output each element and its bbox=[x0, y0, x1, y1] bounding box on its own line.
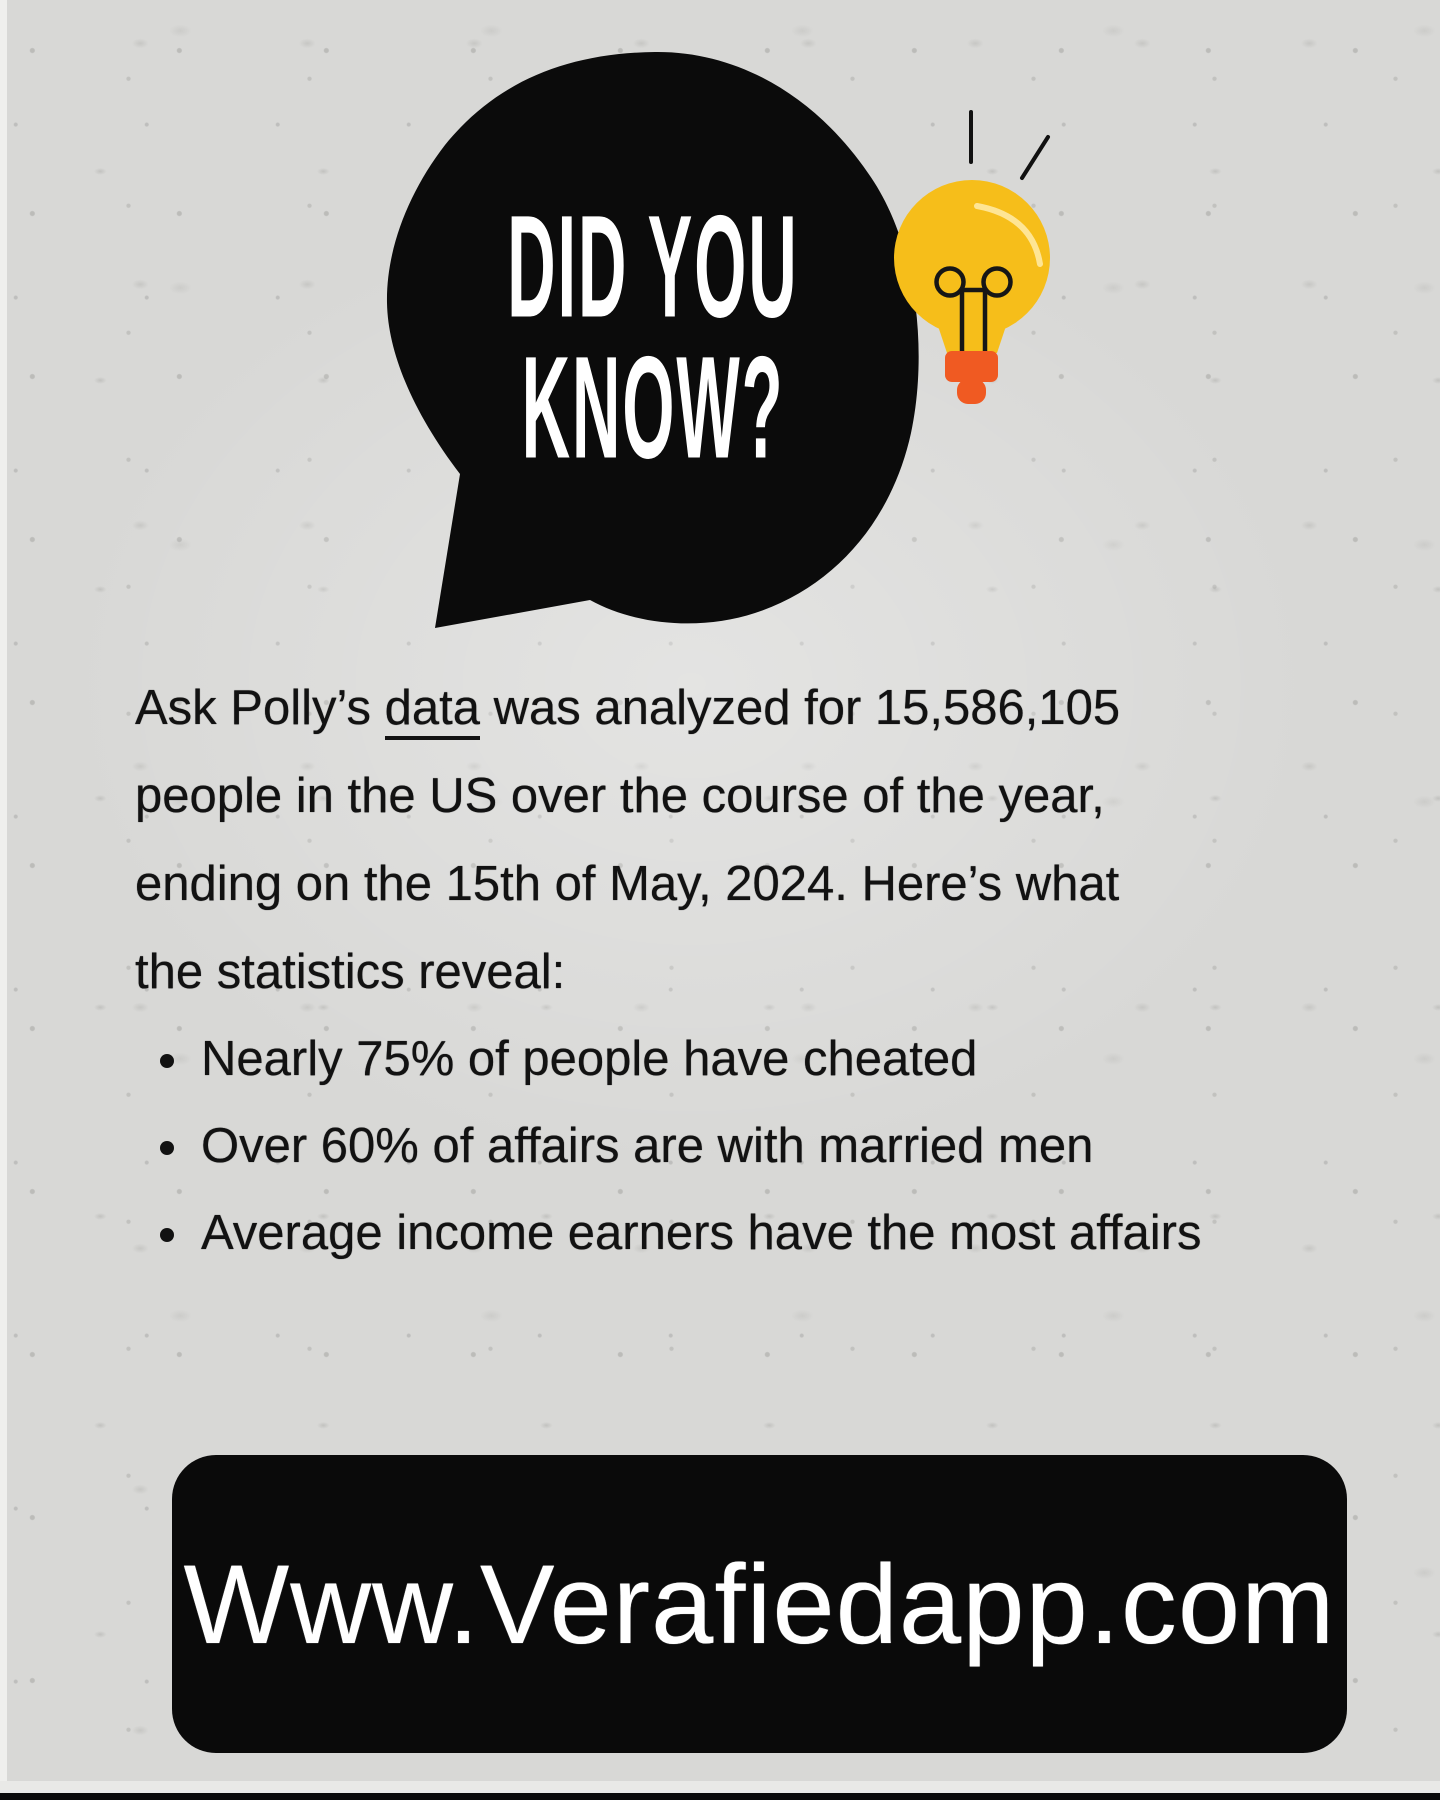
paragraph-line: people in the US over the course of the year, bbox=[135, 769, 1105, 823]
body-copy bbox=[135, 664, 1265, 1277]
left-edge-strip bbox=[0, 0, 7, 1800]
paragraph-line: the statistics reveal: bbox=[135, 945, 566, 999]
bulb-tip bbox=[957, 379, 986, 404]
bulb-base bbox=[945, 351, 998, 382]
statistic-item: • Nearly 75% of people have cheated bbox=[195, 1016, 1235, 1103]
website-banner bbox=[172, 1455, 1347, 1753]
paragraph-line: ending on the 15th of May, 2024. Here’s what bbox=[135, 857, 1120, 911]
bottom-light-strip bbox=[0, 1781, 1440, 1793]
spark-line-diagonal bbox=[1022, 137, 1048, 178]
website-url: Www.Verafiedapp.com bbox=[183, 1541, 1336, 1667]
bottom-black-bar bbox=[0, 1793, 1440, 1800]
statistics-bullet-list bbox=[135, 1016, 1235, 1277]
bulb-neck bbox=[932, 308, 1012, 353]
title-line-2: KNOW? bbox=[521, 326, 785, 489]
paragraph bbox=[135, 664, 1265, 1016]
statistic-item: • Over 60% of affairs are with married men bbox=[195, 1103, 1235, 1190]
lightbulb-icon bbox=[880, 80, 1120, 420]
did-you-know-title bbox=[433, 185, 873, 489]
statistic-item: • Average income earners have the most affairs bbox=[195, 1190, 1235, 1277]
title-line-1: DID YOU bbox=[507, 185, 799, 348]
paragraph-line: Ask Polly’s data was analyzed for 15,586,105 bbox=[135, 664, 1265, 752]
